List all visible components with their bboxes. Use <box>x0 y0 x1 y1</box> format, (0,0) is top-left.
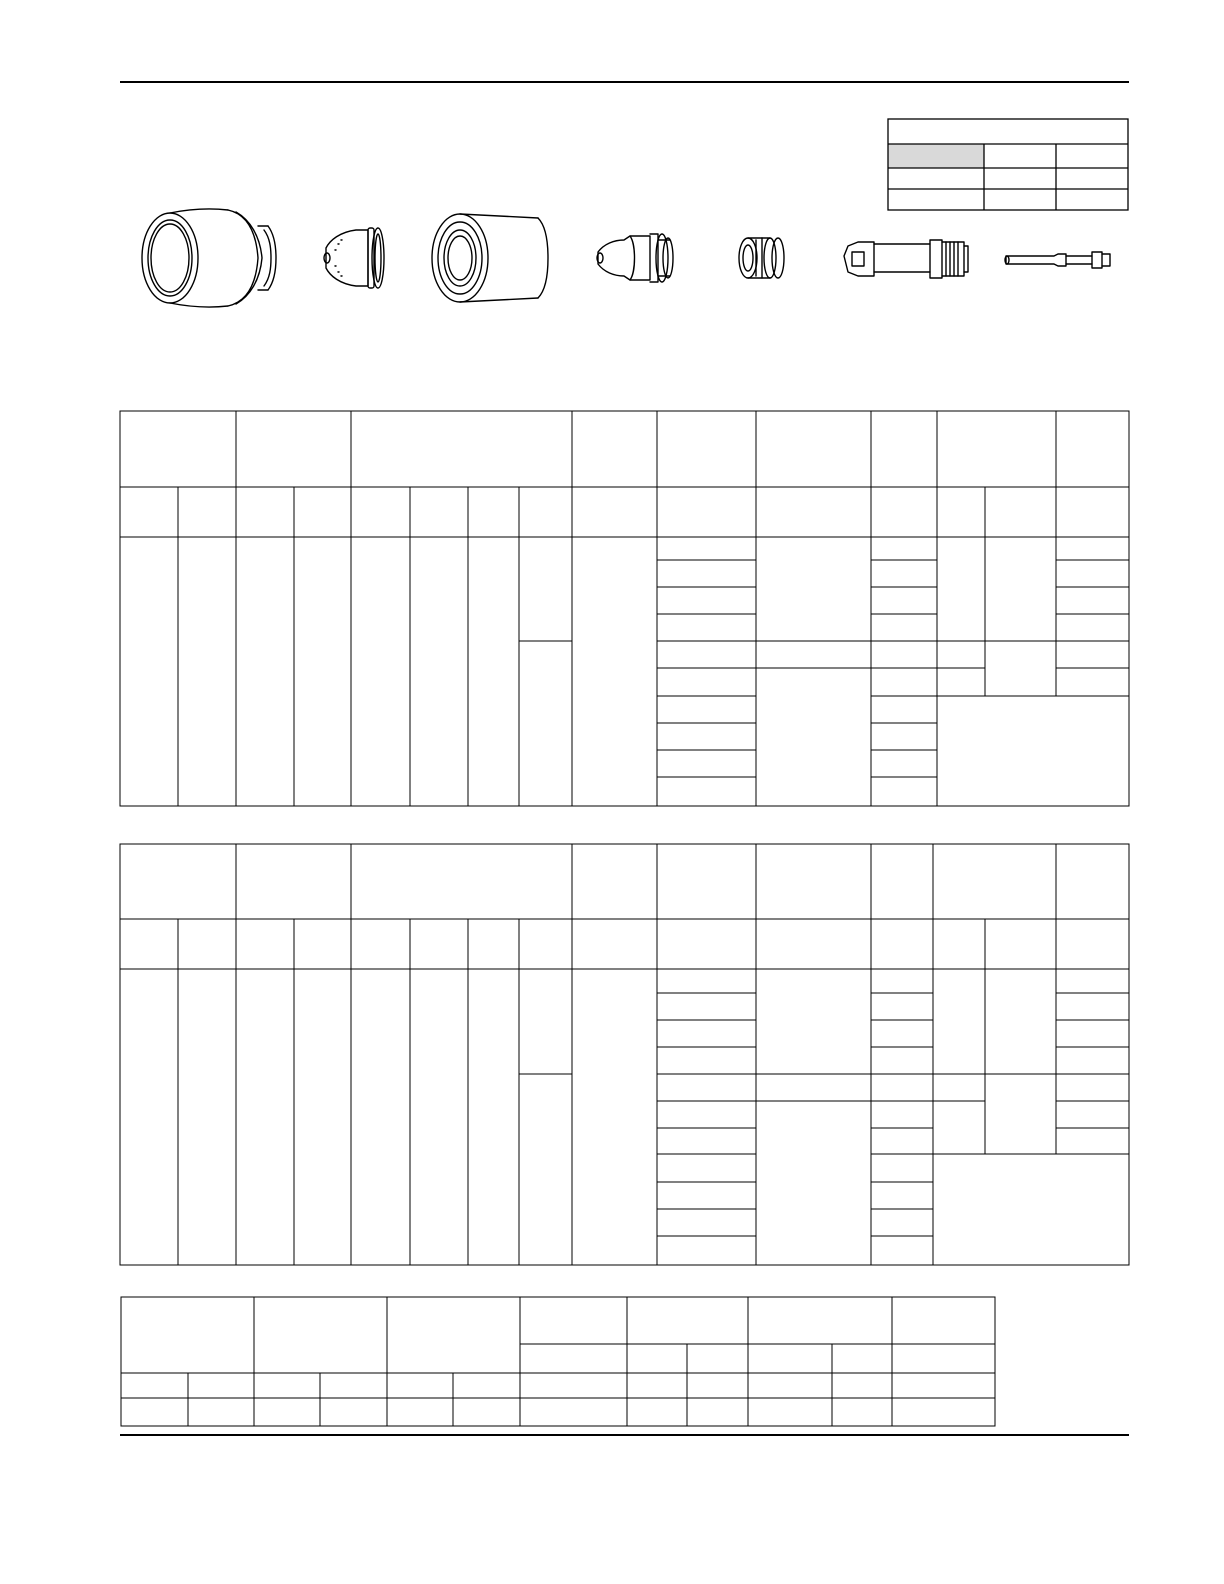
legend-table-highlight <box>888 144 984 168</box>
water-tube-icon <box>1005 252 1110 268</box>
footer-rule <box>120 1434 1129 1436</box>
nozzle-icon <box>324 228 384 288</box>
electrode-icon <box>844 240 968 278</box>
shield-icon <box>142 209 276 307</box>
nozzle-tip-icon <box>597 234 673 282</box>
cut-chart-table-1 <box>118 410 1131 808</box>
retaining-cap-icon <box>432 214 548 302</box>
summary-table <box>118 1295 998 1429</box>
cut-chart-table-2 <box>118 843 1131 1267</box>
header-rule <box>120 81 1129 83</box>
swirl-ring-icon <box>739 238 784 278</box>
legend-table <box>886 118 1130 212</box>
parts-illustration <box>130 200 1120 320</box>
